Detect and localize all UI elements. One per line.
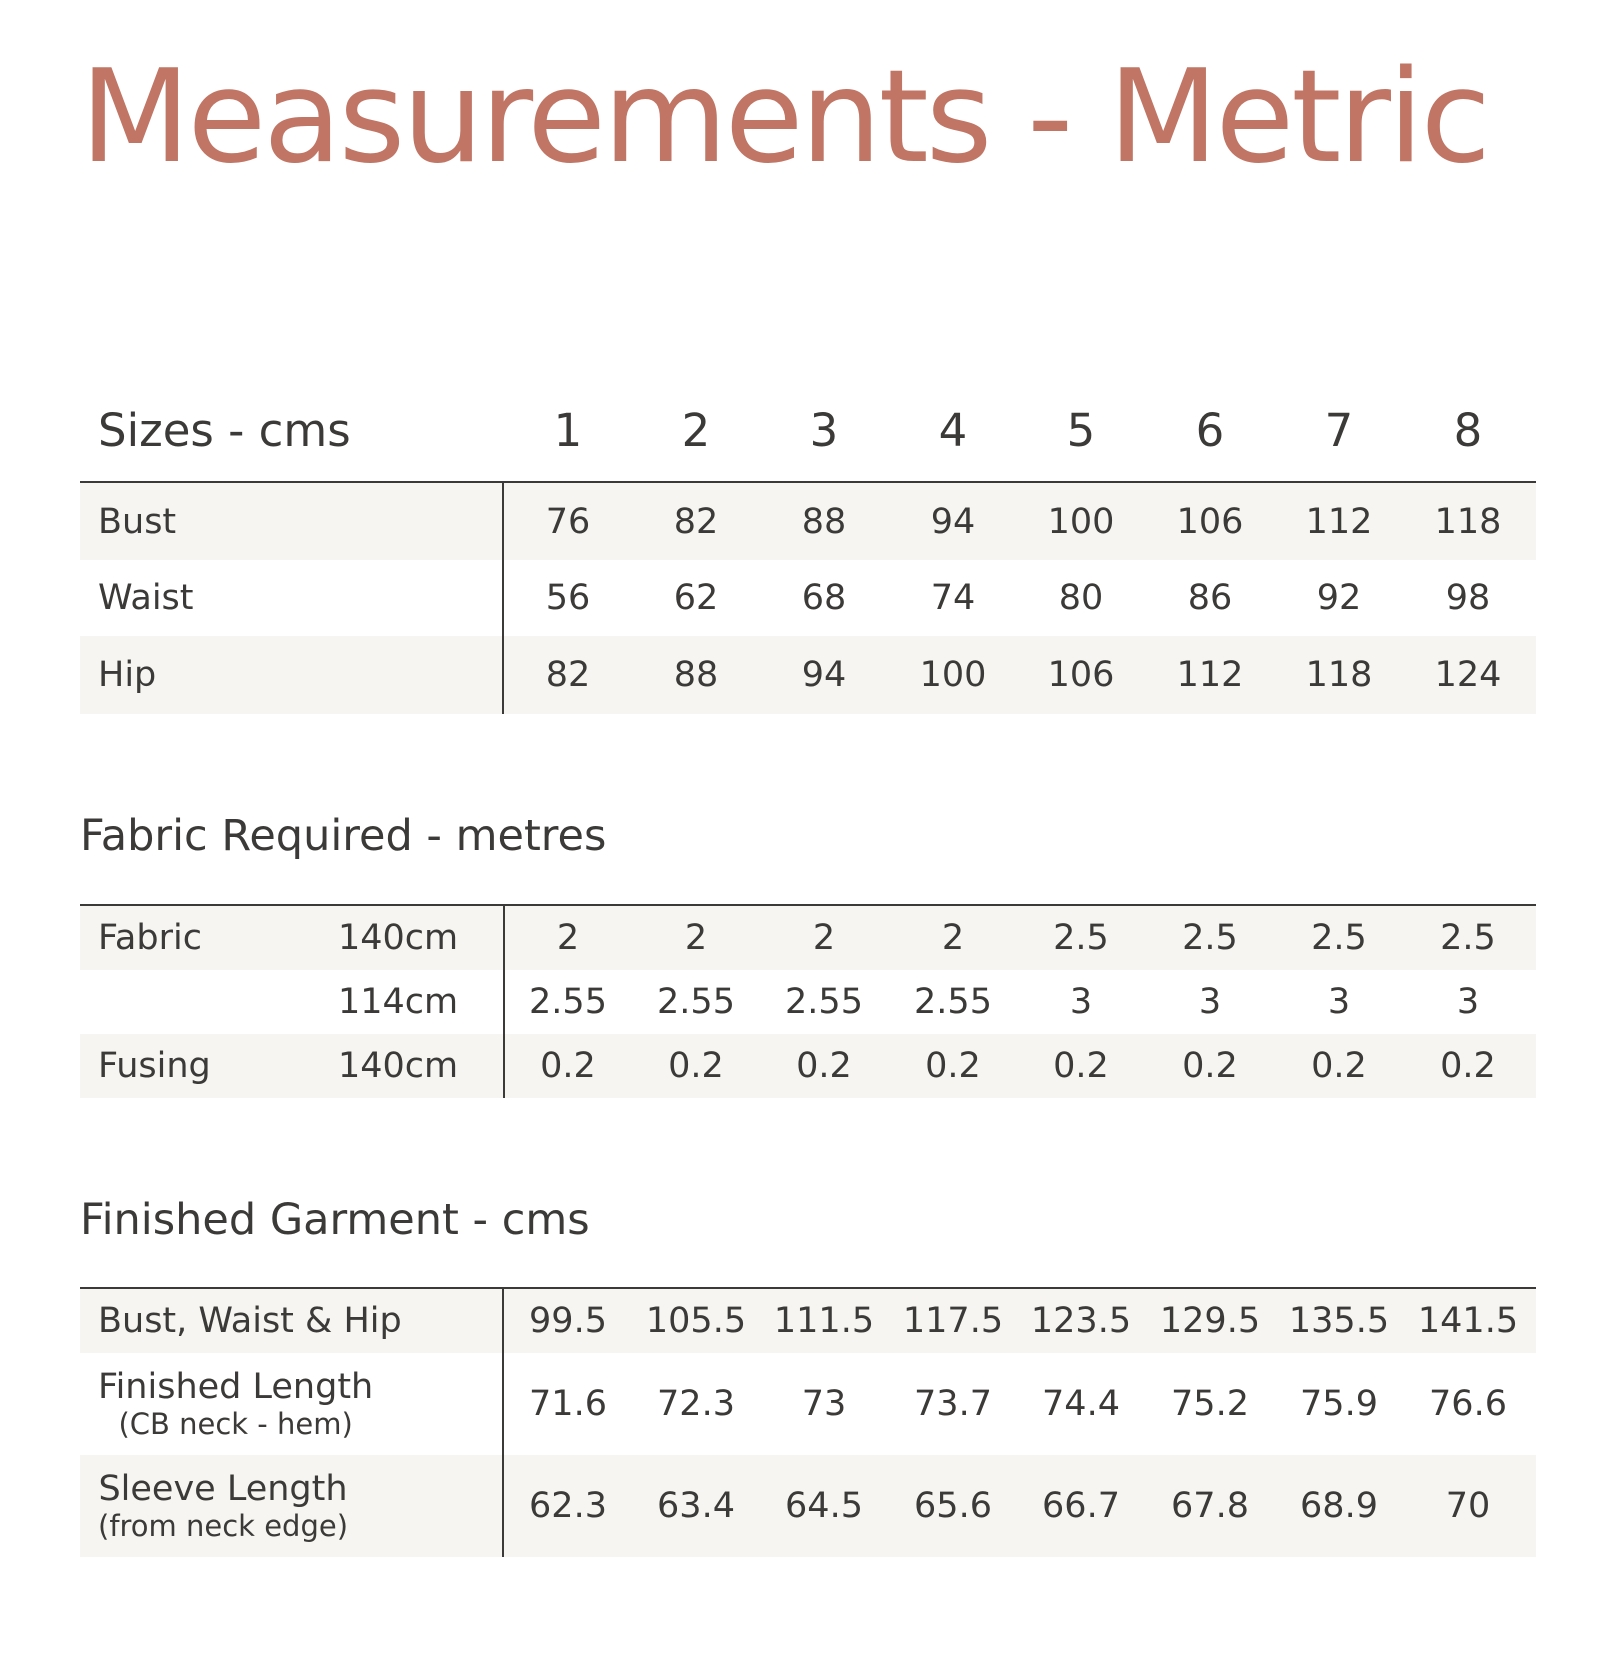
table-cell: 112 [1305, 501, 1373, 542]
table-cell: 66.7 [1042, 1486, 1120, 1526]
table-cell: 2.55 [657, 982, 735, 1022]
table-cell: 65.6 [914, 1486, 992, 1526]
table-cell: 112 [1176, 655, 1244, 695]
table-cell: 75.2 [1171, 1384, 1249, 1424]
table-cell: 2.5 [1182, 918, 1238, 958]
table-cell: 74.4 [1042, 1384, 1120, 1424]
table-cell: 71.6 [529, 1384, 607, 1424]
table-cell: 2 [812, 918, 836, 958]
table-cell: 0.2 [796, 1046, 852, 1086]
size-column-header: 2 [681, 404, 711, 457]
table-cell: 62 [673, 578, 719, 618]
table-cell: 3 [1069, 982, 1093, 1022]
table-cell: 2.55 [529, 982, 607, 1022]
row-label-waist: Waist [98, 578, 194, 618]
table-cell: 100 [919, 655, 987, 695]
table-cell: 0.2 [668, 1046, 724, 1086]
table-cell: 88 [801, 501, 847, 542]
size-column-header: 1 [553, 404, 583, 457]
body-measurements-table [80, 481, 1536, 714]
column-divider [502, 483, 504, 714]
table-row [80, 970, 1536, 1034]
row-label-bust: Bust [98, 501, 177, 542]
table-cell: 3 [1456, 982, 1480, 1022]
garment-section-title: Finished Garment - cms [80, 1195, 590, 1245]
table-cell: 88 [673, 655, 719, 695]
row-label-bust-waist-hip: Bust, Waist & Hip [98, 1301, 402, 1341]
table-cell: 129.5 [1159, 1301, 1261, 1341]
table-cell: 2 [556, 918, 580, 958]
table-cell: 74 [930, 578, 976, 618]
table-cell: 94 [930, 501, 976, 542]
table-cell: 0.2 [540, 1046, 596, 1086]
table-cell: 117.5 [902, 1301, 1004, 1341]
row-label-fusing: Fusing [98, 1046, 211, 1086]
table-row [80, 906, 1536, 970]
row-label-note: (from neck edge) [98, 1509, 349, 1543]
table-cell: 3 [1327, 982, 1351, 1022]
table-cell: 99.5 [529, 1301, 607, 1341]
table-cell: 111.5 [773, 1301, 875, 1341]
table-row [80, 1353, 1536, 1455]
size-column-header: 8 [1453, 404, 1483, 457]
table-cell: 2.55 [914, 982, 992, 1022]
table-cell: 80 [1058, 578, 1104, 618]
table-cell: 2.5 [1053, 918, 1109, 958]
table-cell: 0.2 [1182, 1046, 1238, 1086]
table-cell: 76 [545, 501, 591, 542]
table-row [80, 636, 1536, 714]
table-cell: 106 [1047, 655, 1115, 695]
size-column-header: 7 [1324, 404, 1354, 457]
sizes-label: Sizes - cms [98, 404, 351, 457]
table-cell: 3 [1198, 982, 1222, 1022]
table-cell: 105.5 [645, 1301, 747, 1341]
table-cell: 76.6 [1429, 1384, 1507, 1424]
table-cell: 106 [1176, 501, 1244, 542]
table-row [80, 560, 1536, 636]
table-cell: 82 [673, 501, 719, 542]
table-cell: 2 [941, 918, 965, 958]
table-cell: 92 [1316, 578, 1362, 618]
table-row [80, 1289, 1536, 1353]
row-label-hip: Hip [98, 655, 157, 695]
table-cell: 0.2 [1053, 1046, 1109, 1086]
table-cell: 118 [1305, 655, 1373, 695]
table-row [80, 1034, 1536, 1098]
page-title: Measurements - Metric [80, 43, 1488, 192]
row-label-main: Sleeve Length [98, 1469, 348, 1509]
column-divider [502, 1289, 504, 1557]
fabric-section-title: Fabric Required - metres [80, 811, 607, 861]
row-label-sleeve-length [98, 1455, 348, 1557]
size-column-header: 3 [809, 404, 839, 457]
table-cell: 64.5 [785, 1486, 863, 1526]
table-cell: 135.5 [1288, 1301, 1390, 1341]
fabric-table [80, 904, 1536, 1098]
table-cell: 75.9 [1300, 1384, 1378, 1424]
table-cell: 73.7 [914, 1384, 992, 1424]
table-cell: 2 [684, 918, 708, 958]
row-label-finished-length [98, 1353, 373, 1455]
table-cell: 0.2 [1311, 1046, 1367, 1086]
table-cell: 86 [1187, 578, 1233, 618]
size-column-header: 6 [1195, 404, 1225, 457]
table-cell: 2.55 [785, 982, 863, 1022]
table-cell: 63.4 [657, 1486, 735, 1526]
sizes-header [80, 398, 1536, 464]
table-cell: 56 [545, 578, 591, 618]
finished-garment-table [80, 1287, 1536, 1557]
table-cell: 100 [1047, 501, 1115, 542]
table-cell: 0.2 [1440, 1046, 1496, 1086]
table-row [80, 483, 1536, 560]
table-cell: 62.3 [529, 1486, 607, 1526]
fabric-width: 140cm [338, 1046, 459, 1086]
fabric-width: 114cm [338, 982, 459, 1022]
table-cell: 0.2 [925, 1046, 981, 1086]
table-row [80, 1455, 1536, 1557]
row-label-note: (CB neck - hem) [118, 1407, 353, 1441]
size-column-header: 5 [1066, 404, 1096, 457]
table-cell: 141.5 [1417, 1301, 1519, 1341]
table-cell: 70 [1445, 1486, 1491, 1526]
table-cell: 2.5 [1311, 918, 1367, 958]
table-cell: 98 [1445, 578, 1491, 618]
table-cell: 124 [1434, 655, 1502, 695]
table-cell: 73 [801, 1384, 847, 1424]
table-cell: 72.3 [657, 1384, 735, 1424]
table-cell: 67.8 [1171, 1486, 1249, 1526]
table-cell: 123.5 [1030, 1301, 1132, 1341]
row-label-main: Finished Length [98, 1367, 374, 1407]
table-cell: 68 [801, 578, 847, 618]
fabric-width: 140cm [338, 918, 459, 958]
table-cell: 68.9 [1300, 1486, 1378, 1526]
column-divider [503, 906, 505, 1098]
row-label-fabric: Fabric [98, 918, 202, 958]
table-cell: 82 [545, 655, 591, 695]
table-cell: 94 [801, 655, 847, 695]
table-cell: 2.5 [1440, 918, 1496, 958]
size-column-header: 4 [938, 404, 968, 457]
table-cell: 118 [1434, 501, 1502, 542]
